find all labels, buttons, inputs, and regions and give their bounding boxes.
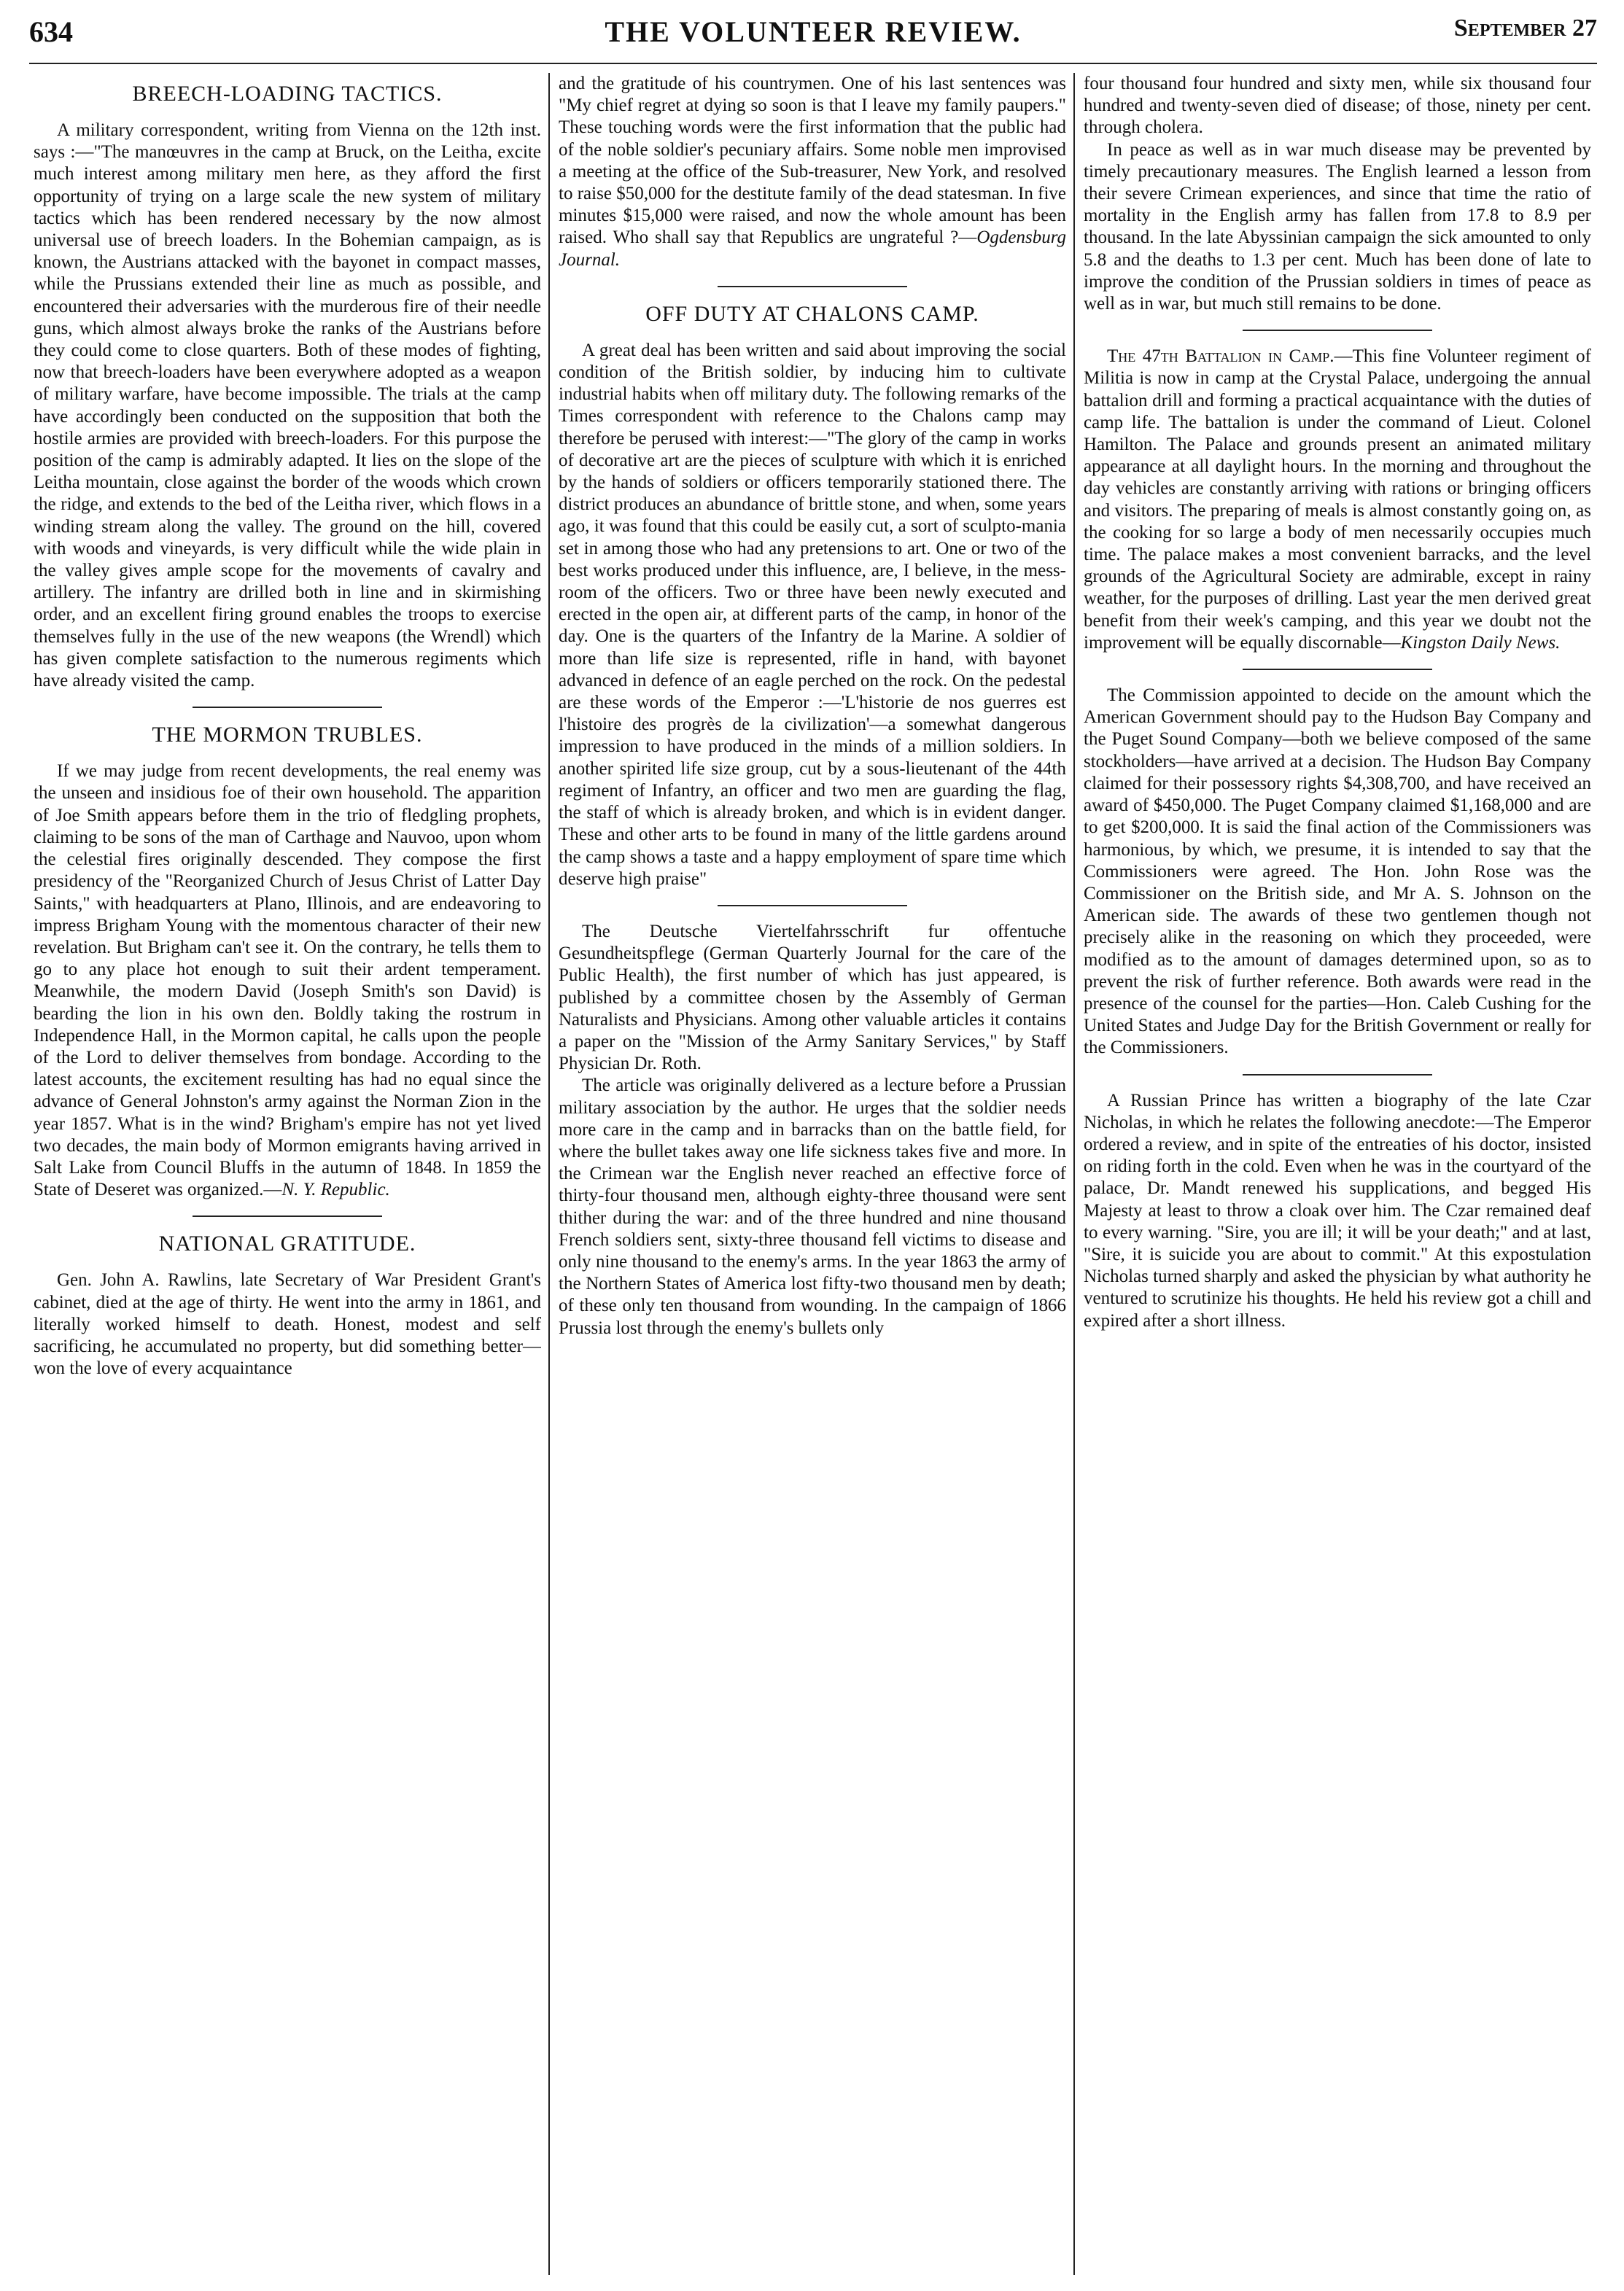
source-citation: N. Y. Republic. — [281, 1180, 390, 1200]
source-citation: Ogdensburg Journal. — [559, 227, 1066, 270]
column-rule — [548, 73, 550, 2275]
journal-title: THE VOLUNTEER REVIEW. — [605, 15, 1022, 48]
header-rule — [29, 63, 1597, 64]
section-divider — [718, 905, 907, 906]
article-headline: THE MORMON TRUBLES. — [152, 723, 423, 747]
column-rule — [1073, 73, 1075, 2275]
article-paragraph: A military correspondent, writing from Vienna on the 12th inst. says :—"The manœuvres in the camp at Bruck, on the Leitha, excite much interest among military men here, as they afford the first opportunity of trying on a large scale the new system of military tactics which has been rendered necessary by the now almost universal use of breech loaders. In the Bohemian campaign, as is known, the Austrians attacked with the bayonet in compact masses, while the Prussians extended their line as much as possible, and encountered their adversaries with the murderous fire of their needle guns, which almost always broke the ranks of the Austrians before they could come to close quarters. Both of these modes of fighting, now that breech-loaders have been everywhere adopted as a weapon of military warfare, have become impossible. The trials at the camp have accordingly been conducted on the supposition that both the hostile armies are provided with breech-loaders. For this purpose the position of the camp is admirably adapted. It lies on the slope of the Leitha mountain, close against the border of the woods which crown the ridge, and extends to the bed of the Leitha river, which flows in a winding stream along the valley. The ground on the hill, covered with woods and vineyards, is very difficult while the wide plain in the valley gives ample scope for the movements of cavalry and artillery. The infantry are drilled both in line and in skirmishing order, and an excellent firing ground enables the troops to exercise themselves fully in the use of the new weapons (the Wrendl) which has given complete satisfaction to the numerous regiments which have already visited the camp. — [34, 120, 541, 691]
article-paragraph — [1084, 346, 1591, 654]
paragraph-lead: The 47th Battalion in Camp. — [1107, 346, 1334, 367]
article-paragraph: The article was originally delivered as a lecture before a Prussian military association by the author. He urges that the soldier needs more care in the camp and in barracks than on the battle field, for where the bullet takes away one life sickness takes five and more. In the Crimean war the English never reached an effective force of thirty-four thousand men, although eighty-three thousand were sent thither during the war: and of the three hundred and nine thousand French soldiers sent, sixty-three thousand fell victims to disease and only nine thousand to the enemy's arms. In the year 1863 the army of the Northern States of America lost fifty-two thousand men by death; of these only ten thousand from wounding. In the campaign of 1866 Prussia lost through the enemy's bullets only — [559, 1076, 1066, 1338]
issue-date: September 27 — [1453, 15, 1597, 42]
paragraph-text: If we may judge from recent developments, the real enemy was the unseen and insidious foe of their own household. The apparition of Joe Smith appears before them in the trio of fledgling prophets, claiming to be sons of the man of Carthage and Nauvoo, upon whom the celestial fires originally descended. They compose the first presidency of the "Reorganized Church of Jesus Christ of Latter Day Saints," with headquarters at Plano, Illinois, and are endeavoring to impress Brigham Young with the momentous character of their new revelation. But Brigham can't see it. On the contrary, he tells them to go to any place hot enough to suit their ardent temperament. Meanwhile, the modern David (Joseph Smith's son David) is bearding the lion in his own den. Boldly taking the rostrum in Independence Hall, in the Mormon capital, he calls upon the people of the Lord to deliver themselves from bondage. According to the latest accounts, the excitement resulting has had no equal since the advance of General Johnston's army against the Norman Zion in the year 1857. What is in the wind? Brigham's empire has not yet lived two decades, the main body of Mormon emigrants having arrived in Salt Lake from Council Bluffs in the autumn of 1848. In 1859 the State of Deseret was organized.— — [34, 761, 541, 1200]
column-3 — [1084, 73, 1591, 2275]
article-headline: OFF DUTY AT CHALONS CAMP. — [645, 301, 979, 326]
section-divider — [1243, 330, 1432, 331]
page-number: 634 — [29, 15, 73, 48]
article-paragraph: The Deutsche Viertelfahrsschrift fur offentuche Gesundheitspflege (German Quarterly Journal for the care of the Public Health), the first number of which has just appeared, is published by a committee chosen by the Assembly of German Naturalists and Physicians. Among other valuable articles it contains a paper on the "Mission of the Army Sanitary Services," by Staff Physician Dr. Roth. — [559, 921, 1066, 1074]
article-paragraph: four thousand four hundred and sixty men, while six thousand four hundred and twenty-seven died of disease; of those, ninety per cent. through cholera. — [1084, 74, 1591, 138]
paragraph-text: —This fine Volunteer regiment of Militia is now in camp at the Crystal Palace, undergoing the annual battalion drill and forming a practical acquaintance with the duties of camp life. The battalion is under the command of Lieut. Colonel Hamilton. The Palace and grounds present an animated military appearance at all daylight hours. In the morning and throughout the day vehicles are constantly arriving with rations or bringing officers and visitors. The preparing of meals is almost constantly going on, as the cooking for so large a body of men necessarily occupies much time. The palace makes a most convenient barracks, and the level grounds of the Agricultural Society are admirable, except in rainy weather, for the purposes of drilling. Last year the men derived great benefit from their week's camping, and this year we doubt not the improvement will be equally discornable— — [1084, 346, 1591, 653]
source-citation: Kingston Daily News. — [1400, 632, 1561, 653]
section-divider — [718, 286, 907, 287]
section-divider — [193, 1215, 382, 1217]
section-divider — [193, 707, 382, 708]
column-2 — [559, 73, 1066, 2275]
section-divider — [1243, 1074, 1432, 1076]
article-paragraph: In peace as well as in war much disease may be prevented by timely precautionary measures. The English learned a lesson from their severe Crimean experiences, and since that time the ratio of mortality in the English army has fallen from 17.8 to 8.9 per thousand. In the late Abyssinian campaign the sick amounted to only 5.8 and the deaths to 1.3 per cent. Much has been done of late to improve the condition of the Prussian soldiers in times of peace as well as in war, but much still remains to be done. — [1084, 139, 1591, 314]
column-1 — [34, 73, 541, 2275]
article-paragraph: Gen. John A. Rawlins, late Secretary of War President Grant's cabinet, died at the age of thirty. He went into the army in 1861, and literally worked himself to death. Honest, modest and self sacrificing, he accumulated no property, but did something better—won the love of every acquaintance — [34, 1270, 541, 1379]
article-paragraph: A great deal has been written and said about improving the social condition of the British soldier, by inducing him to cultivate industrial habits when off military duty. The following remarks of the Times correspondent with reference to the Chalons camp may therefore be perused with interest:—"The glory of the camp in works of decorative art are the pieces of sculpture with which it is enriched by the hands of soldiers or officers temporarily stationed there. The district produces an abundance of brittle stone, and when, some years ago, it was found that this could be easily cut, a sort of sculpto-mania set in among those who had any pretensions to art. One or two of the best works produced under this influence, are, I believe, in the mess-room of the officers. Two or three have been newly executed and erected in the open air, at different parts of the camp, in honor of the day. One is the quarters of the Infantry de la Marine. A soldier of more than life size is represented, rifle in hand, with bayonet advanced in defence of an eagle perched on the rock. On the pedestal are these words of the Emperor :—'L'historie de nos guerres est l'histoire des progrès de la civilization'—a somewhat dangerous impression to have produced in the minds of a million soldiers. In another spirited life size group, cut by a sous-lieutenant of the 44th regiment of Infantry, an officer and two men are guarding the flag, the staff of which is already broken, and which is in evident danger. These and other arts to be found in many of the little gardens around the camp shows a taste and a happy employment of spare time which deserve high praise" — [559, 340, 1066, 889]
section-divider — [1243, 669, 1432, 670]
page-header — [29, 15, 1597, 58]
article-headline: BREECH-LOADING TACTICS. — [132, 82, 443, 106]
article-paragraph — [559, 73, 1066, 271]
article-paragraph: The Commission appointed to decide on the amount which the American Government should pay to the Hudson Bay Company and the Puget Sound Company—both we believe composed of the same stockholders—have arrived at a decision. The Hudson Bay Company claimed for their possessory rights $4,308,700, and have received an award of $450,000. The Puget Company claimed $1,168,000 and are to get $200,000. It is said the final action of the Commissioners was harmonious, by which, we presume, it is intended to say that the Commissioners were agreed. The Hon. John Rose was the Commissioner on the British side, and Mr A. S. Johnson on the American side. The awards of these two gentlemen though not precisely alike in the reasoning on which they proceeded, were modified as to the amount of damages determined upon, so as to prevent the risk of further reference. Both awards were read in the presence of the counsel for the parties—Hon. Caleb Cushing for the United States and Judge Day for the British Government or really for the Commissioners. — [1084, 685, 1591, 1058]
article-paragraph — [34, 761, 541, 1201]
article-paragraph: A Russian Prince has written a biography of the late Czar Nicholas, in which he relates the following anecdote:—The Emperor ordered a review, and in spite of the entreaties of his doctor, insisted on riding forth in the cold. Even when he was in the courtyard of the palace, Dr. Mandt renewed his supplications, and begged His Majesty at least to throw a cloak over him. The Czar remained deaf to every warning. "Sire, you are ill; it will be your death;" and at last, "Sire, it is suicide you are about to commit." At this expostulation Nicholas turned sharply and asked the physician by what authority he ventured to scrutinize his thoughts. He held his review got a chill and expired after a short illness. — [1084, 1090, 1591, 1331]
paragraph-text: and the gratitude of his countrymen. One of his last sentences was "My chief regret at dying so soon is that I leave my family paupers." These touching words were the first information that the public had of the noble soldier's pecuniary affairs. Some noble men improvised a meeting at the office of the Sub-treasurer, New York, and resolved to raise $50,000 for the destitute family of the dead statesman. In five minutes $15,000 were raised, and now the whole amount has been raised. Who shall say that Republics are ungrateful ?— — [559, 74, 1066, 248]
article-headline: NATIONAL GRATITUDE. — [158, 1232, 416, 1256]
